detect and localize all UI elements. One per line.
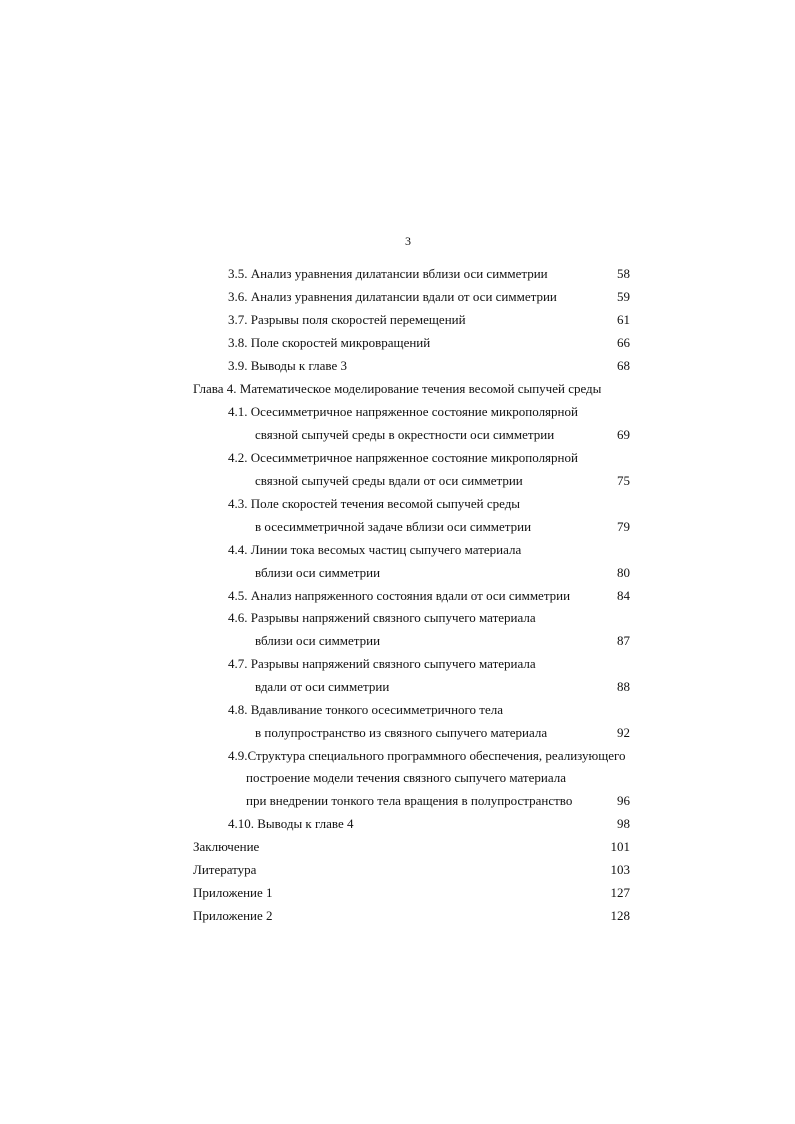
toc-entry-4-8-line-2: в полупространство из связного сыпучего материала xyxy=(255,725,548,740)
toc-chapter-4: Глава 4. Математическое моделирование течения весомой сыпучей среды xyxy=(193,381,602,396)
toc-entry-3-5: 3.5. Анализ уравнения дилатансии вблизи оси симметрии xyxy=(228,266,548,281)
toc-entry-4-2-line-2: связной сыпучей среды вдали от оси симметрии xyxy=(255,473,523,488)
toc-page-4-10: 98 xyxy=(617,816,630,831)
toc-page-4-9: 96 xyxy=(617,793,630,808)
toc-entry-3-9: 3.9. Выводы к главе 3 xyxy=(228,358,348,373)
toc-appendix-2: Приложение 2 xyxy=(193,908,273,923)
toc-entry-4-2-line-1: 4.2. Осесимметричное напряженное состояние микрополярной xyxy=(228,450,578,465)
toc-entry-3-7: 3.7. Разрывы поля скоростей перемещений xyxy=(228,312,466,327)
toc-page-4-5: 84 xyxy=(617,588,630,603)
toc-entry-4-8-line-1: 4.8. Вдавливание тонкого осесимметричного тела xyxy=(228,702,503,717)
toc-page-3-5: 58 xyxy=(617,266,630,281)
toc-entry-4-7-line-1: 4.7. Разрывы напряжений связного сыпучего материала xyxy=(228,656,536,671)
toc-page-4-2: 75 xyxy=(617,473,630,488)
toc-page-literature: 103 xyxy=(610,862,630,877)
toc-page-appendix-2: 128 xyxy=(610,908,630,923)
toc-page-4-3: 79 xyxy=(617,519,630,534)
toc-page-3-7: 61 xyxy=(617,312,630,327)
toc-entry-4-3-line-2: в осесимметричной задаче вблизи оси симметрии xyxy=(255,519,532,534)
toc-entry-4-10: 4.10. Выводы к главе 4 xyxy=(228,816,354,831)
toc-entry-4-1-line-2: связной сыпучей среды в окрестности оси симметрии xyxy=(255,427,555,442)
toc-page-conclusion: 101 xyxy=(610,839,630,854)
toc-page-appendix-1: 127 xyxy=(610,885,630,900)
toc-entry-4-9-line-1: 4.9.Структура специального программного обеспечения, реализующего xyxy=(228,748,626,763)
toc-entry-4-1-line-1: 4.1. Осесимметричное напряженное состояние микрополярной xyxy=(228,404,578,419)
toc-entry-4-5: 4.5. Анализ напряженного состояния вдали от оси симметрии xyxy=(228,588,571,603)
toc-page-3-6: 59 xyxy=(617,289,630,304)
toc-appendix-1: Приложение 1 xyxy=(193,885,273,900)
toc-page-4-8: 92 xyxy=(617,725,630,740)
page-number: 3 xyxy=(405,234,411,248)
toc-entry-4-9-line-2: построение модели течения связного сыпучего материала xyxy=(246,770,566,785)
toc-entry-4-4-line-1: 4.4. Линии тока весомых частиц сыпучего материала xyxy=(228,542,522,557)
toc-page-4-7: 88 xyxy=(617,679,630,694)
toc-page-4-4: 80 xyxy=(617,565,630,580)
toc-entry-4-3-line-1: 4.3. Поле скоростей течения весомой сыпучей среды xyxy=(228,496,521,511)
toc-entry-4-6-line-1: 4.6. Разрывы напряжений связного сыпучего материала xyxy=(228,610,536,625)
toc-entry-3-8: 3.8. Поле скоростей микровращений xyxy=(228,335,431,350)
toc-entry-3-6: 3.6. Анализ уравнения дилатансии вдали от оси симметрии xyxy=(228,289,557,304)
toc-page-3-9: 68 xyxy=(617,358,630,373)
toc-entry-4-7-line-2: вдали от оси симметрии xyxy=(255,679,390,694)
toc-entry-4-4-line-2: вблизи оси симметрии xyxy=(255,565,381,580)
toc-entry-4-6-line-2: вблизи оси симметрии xyxy=(255,633,381,648)
toc-page-4-1: 69 xyxy=(617,427,630,442)
toc-page-4-6: 87 xyxy=(617,633,630,648)
toc-page-3-8: 66 xyxy=(617,335,630,350)
toc-entry-4-9-line-3: при внедрении тонкого тела вращения в полупространство xyxy=(246,793,573,808)
toc-conclusion: Заключение xyxy=(193,839,260,854)
toc-literature: Литература xyxy=(193,862,257,877)
